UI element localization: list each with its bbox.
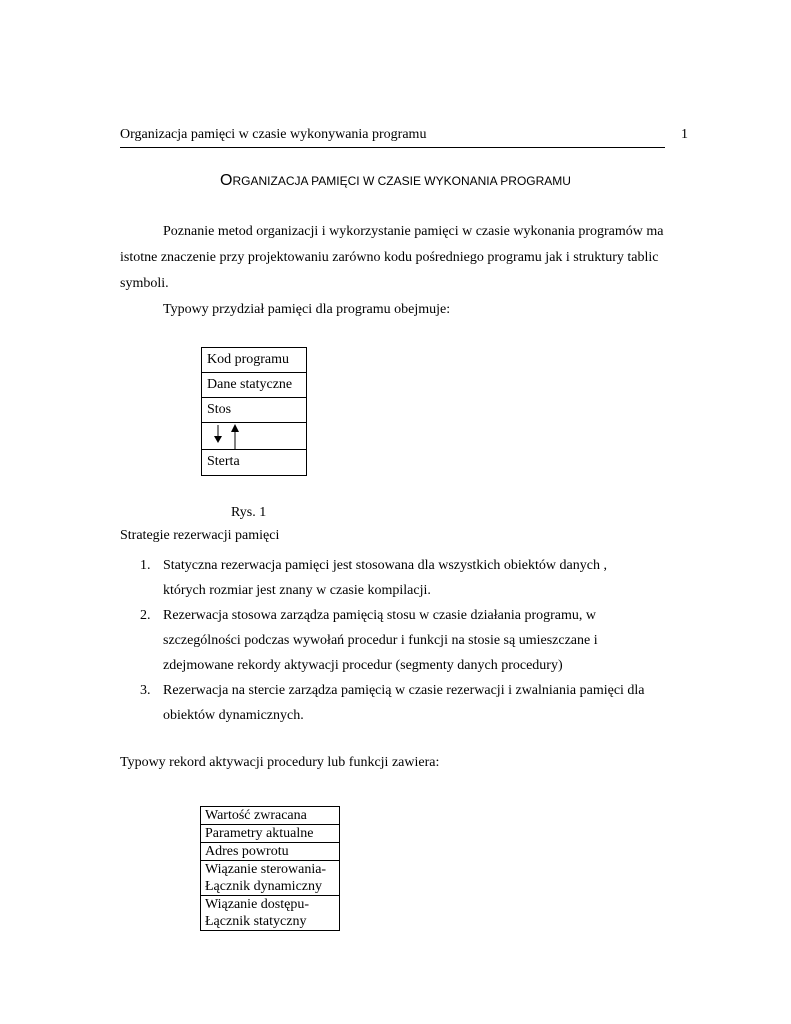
running-header-title: Organizacja pamięci w czasie wykonywania programu bbox=[120, 127, 427, 142]
segment-stack: Stos bbox=[202, 398, 306, 423]
growth-arrows bbox=[202, 423, 306, 450]
list-item-line: zdejmowane rekordy aktywacji procedur (segmenty danych procedury) bbox=[163, 658, 563, 673]
list-item-line: których rozmiar jest znany w czasie kompilacji. bbox=[163, 583, 431, 598]
memory-layout-diagram bbox=[201, 347, 307, 476]
record-row-dynamic-link bbox=[201, 861, 339, 896]
record-row-line: Wiązanie dostępu- bbox=[205, 897, 310, 912]
record-intro: Typowy rekord aktywacji procedury lub funkcji zawiera: bbox=[120, 755, 440, 770]
intro-paragraph: Poznanie metod organizacji i wykorzystanie pamięci w czasie wykonania programów ma istotne znaczenie przy projektowaniu zarówno kodu pośredniego programu jak i struktury tablic symboli. bbox=[120, 224, 664, 291]
record-row-return-value bbox=[201, 807, 339, 825]
figure-caption: Rys. 1 bbox=[231, 505, 267, 520]
record-row-line: Łącznik dynamiczny bbox=[205, 879, 323, 894]
list-item-number: 3. bbox=[140, 683, 151, 698]
segment-static-data: Dane statyczne bbox=[202, 373, 306, 398]
record-row-line: Adres powrotu bbox=[205, 844, 289, 859]
record-row-actual-params bbox=[201, 825, 339, 843]
list-item-line: Rezerwacja na stercie zarządza pamięcią w czasie rezerwacji i zwalniania pamięci dla bbox=[163, 683, 645, 698]
title-rest: RGANIZACJA PAMIĘCI W CZASIE WYKONANIA PROGRAMU bbox=[232, 174, 571, 188]
header-rule bbox=[120, 147, 665, 148]
list-item-number: 1. bbox=[140, 558, 151, 573]
allocation-intro: Typowy przydział pamięci dla programu obejmuje: bbox=[163, 302, 451, 317]
list-item-line: obiektów dynamicznych. bbox=[163, 708, 304, 723]
activation-record-table bbox=[200, 806, 340, 931]
record-row-return-address bbox=[201, 843, 339, 861]
list-item-number: 2. bbox=[140, 608, 151, 623]
segment-code: Kod programu bbox=[202, 348, 306, 373]
record-row-line: Łącznik statyczny bbox=[205, 914, 307, 929]
page-number: 1 bbox=[681, 127, 688, 142]
record-row-line: Parametry aktualne bbox=[205, 826, 314, 841]
list-item-line: szczególności podczas wywołań procedur i funkcji na stosie są umieszczane i bbox=[163, 633, 598, 648]
strategies-heading: Strategie rezerwacji pamięci bbox=[120, 528, 280, 543]
list-item-line: Rezerwacja stosowa zarządza pamięcią stosu w czasie działania programu, w bbox=[163, 608, 597, 623]
growth-arrows-icon bbox=[202, 423, 306, 450]
record-row-line: Wartość zwracana bbox=[205, 808, 307, 823]
document-title bbox=[0, 172, 791, 190]
title-initial: O bbox=[220, 172, 233, 189]
record-row-static-link bbox=[201, 896, 339, 930]
list-item-line: Statyczna rezerwacja pamięci jest stosowana dla wszystkich obiektów danych , bbox=[163, 558, 607, 573]
segment-heap: Sterta bbox=[207, 454, 240, 469]
record-row-line: Wiązanie sterowania- bbox=[205, 862, 327, 877]
